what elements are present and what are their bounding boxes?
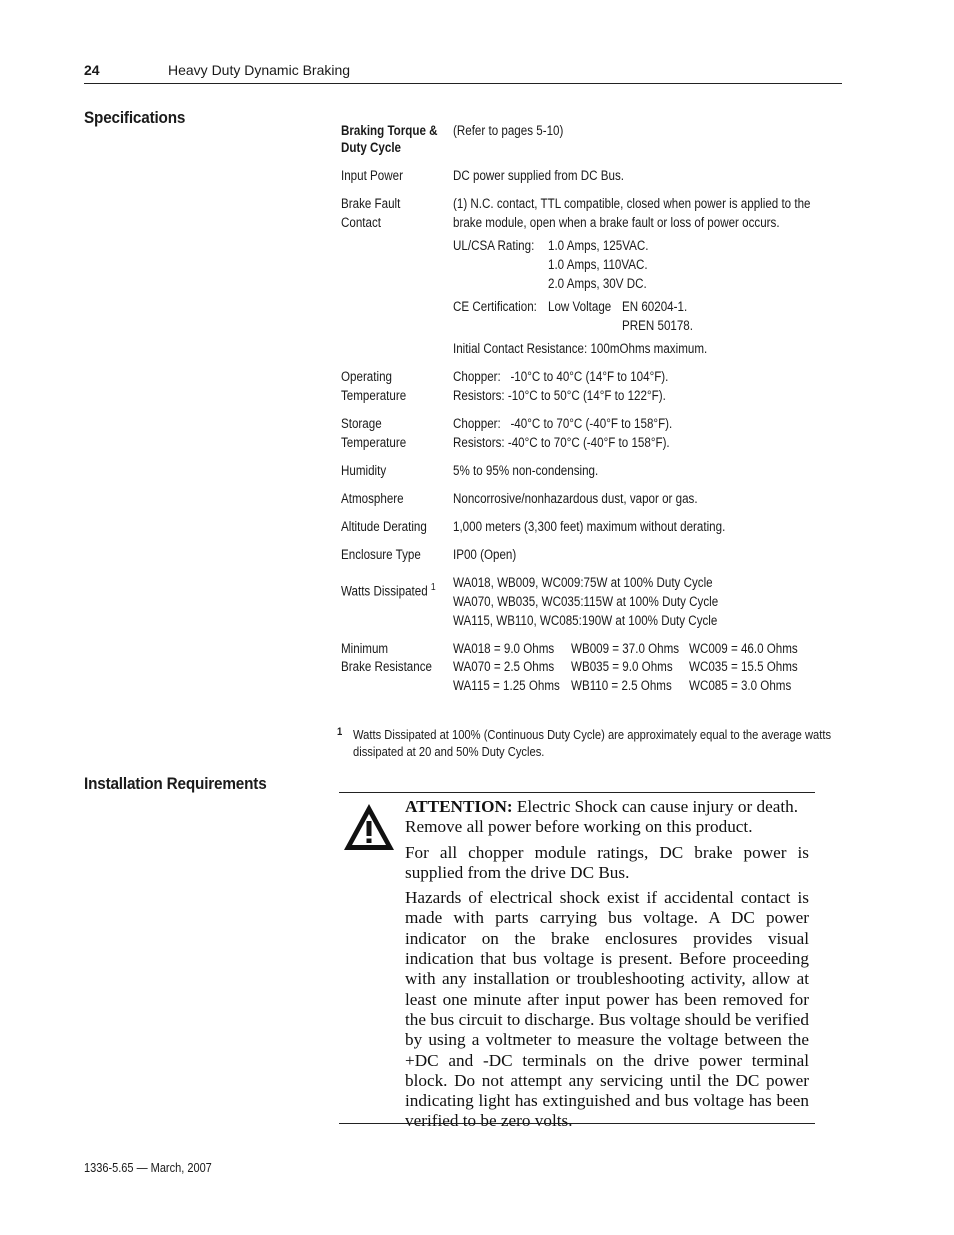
spec-value-watts-1: WA018, WB009, WC009:75W at 100% Duty Cycle — [453, 575, 713, 590]
attention-message — [405, 797, 809, 1137]
ul-csa-rating-value-2: 1.0 Amps, 110VAC. — [548, 257, 648, 272]
spec-value-atmosphere: Noncorrosive/nonhazardous dust, vapor or gas. — [453, 491, 698, 506]
document-footer: 1336-5.65 — March, 2007 — [84, 1161, 212, 1175]
installation-heading: Installation Requirements — [84, 774, 267, 793]
spec-value-enclosure: IP00 (Open) — [453, 547, 517, 562]
spec-value-brake-fault-1: (1) N.C. contact, TTL compatible, closed when power is applied to the — [453, 196, 811, 211]
spec-label-operating-temp-1: Operating — [341, 369, 392, 384]
resistance-wa070: WA070 = 2.5 Ohms — [453, 659, 555, 674]
ce-standard-1: EN 60204-1. — [622, 299, 688, 314]
footnote-line-2: dissipated at 20 and 50% Duty Cycles. — [353, 744, 545, 759]
spec-label-storage-temp-2: Temperature — [341, 435, 407, 450]
spec-value-storage-temp-2: Resistors: -40°C to 70°C (-40°F to 158°F). — [453, 435, 670, 450]
spec-value-brake-fault-2: brake module, open when a brake fault or loss of power occurs. — [453, 215, 780, 230]
attention-label: ATTENTION: — [405, 797, 513, 816]
spec-value-altitude: 1,000 meters (3,300 feet) maximum without derating. — [453, 519, 726, 534]
attention-top-rule — [339, 792, 815, 793]
ul-csa-rating-label: UL/CSA Rating: — [453, 238, 535, 253]
resistance-wb110: WB110 = 2.5 Ohms — [571, 678, 672, 693]
spec-label-operating-temp-2: Temperature — [341, 388, 407, 403]
spec-label-input-power: Input Power — [341, 168, 403, 183]
spec-label-watts-text: Watts Dissipated — [341, 583, 428, 599]
spec-value-storage-temp-1: Chopper: -40°C to 70°C (-40°F to 158°F). — [453, 416, 673, 431]
attention-paragraph-1 — [405, 797, 809, 838]
spec-label-altitude: Altitude Derating — [341, 519, 427, 534]
ul-csa-rating-value-1: 1.0 Amps, 125VAC. — [548, 238, 649, 253]
header-rule — [84, 83, 842, 84]
spec-label-min-resistance-1: Minimum — [341, 641, 389, 656]
attention-text: Electric Shock can cause injury or death. Remove all power before working on this product. — [405, 797, 798, 837]
ul-csa-rating-value-3: 2.0 Amps, 30V DC. — [548, 276, 647, 291]
specifications-heading: Specifications — [84, 108, 186, 127]
spec-value-operating-temp-2: Resistors: -10°C to 50°C (14°F to 122°F). — [453, 388, 666, 403]
spec-label-brake-fault-1: Brake Fault — [341, 196, 401, 211]
attention-bottom-rule — [339, 1123, 815, 1124]
resistance-wa115: WA115 = 1.25 Ohms — [453, 678, 560, 693]
spec-label-humidity: Humidity — [341, 463, 387, 478]
spec-label-watts — [341, 578, 436, 601]
footnote-mark: 1 — [337, 726, 343, 738]
spec-label-braking-torque-1: Braking Torque & — [341, 123, 438, 138]
resistance-wa018: WA018 = 9.0 Ohms — [453, 641, 555, 656]
spec-label-storage-temp-1: Storage — [341, 416, 382, 431]
spec-label-enclosure: Enclosure Type — [341, 547, 421, 562]
spec-label-atmosphere: Atmosphere — [341, 491, 404, 506]
warning-triangle-icon — [342, 802, 396, 852]
footnote-line-1: Watts Dissipated at 100% (Continuous Duty Cycle) are approximately equal to the average watts — [353, 727, 832, 742]
resistance-wc085: WC085 = 3.0 Ohms — [689, 678, 792, 693]
spec-value-input-power: DC power supplied from DC Bus. — [453, 168, 624, 183]
spec-value-braking-torque: (Refer to pages 5-10) — [453, 123, 564, 138]
resistance-wc035: WC035 = 15.5 Ohms — [689, 659, 798, 674]
ce-standard-2: PREN 50178. — [622, 318, 694, 333]
spec-value-operating-temp-1: Chopper: -10°C to 40°C (14°F to 104°F). — [453, 369, 669, 384]
running-header-title: Heavy Duty Dynamic Braking — [168, 62, 351, 78]
spec-label-min-resistance-2: Brake Resistance — [341, 659, 432, 674]
resistance-wb035: WB035 = 9.0 Ohms — [571, 659, 673, 674]
initial-contact-resistance: Initial Contact Resistance: 100mOhms maximum. — [453, 341, 708, 356]
attention-paragraph-2: For all chopper module ratings, DC brake power is supplied from the drive DC Bus. — [405, 842, 809, 882]
footnote-reference: 1 — [430, 582, 436, 593]
spec-label-brake-fault-2: Contact — [341, 215, 382, 230]
resistance-wc009: WC009 = 46.0 Ohms — [689, 641, 798, 656]
ce-certification-label: CE Certification: — [453, 299, 537, 314]
resistance-wb009: WB009 = 37.0 Ohms — [571, 641, 680, 656]
spec-value-watts-3: WA115, WB110, WC085:190W at 100% Duty Cycle — [453, 613, 718, 628]
spec-value-humidity: 5% to 95% non-condensing. — [453, 463, 599, 478]
spec-label-braking-torque-2: Duty Cycle — [341, 140, 402, 155]
ce-certification-type: Low Voltage — [548, 299, 612, 314]
attention-paragraph-3: Hazards of electrical shock exist if accidental contact is made with parts carrying bus voltage. A DC power indicator on the brake enclosures provides visual indication that bus voltage is present. Before proceeding with any installation or troubleshooting activity, allow at least one minute after input power has been removed for the bus circuit to discharge. Bus voltage should be verified by using a voltmeter to measure the voltage between the +DC and -DC terminals on the drive power terminal block. Do not attempt any servicing until the DC power indicating light has extinguished and bus voltage has been verified to be zero volts. — [405, 888, 809, 1131]
spec-value-watts-2: WA070, WB035, WC035:115W at 100% Duty Cycle — [453, 594, 719, 609]
page-number: 24 — [84, 62, 100, 78]
